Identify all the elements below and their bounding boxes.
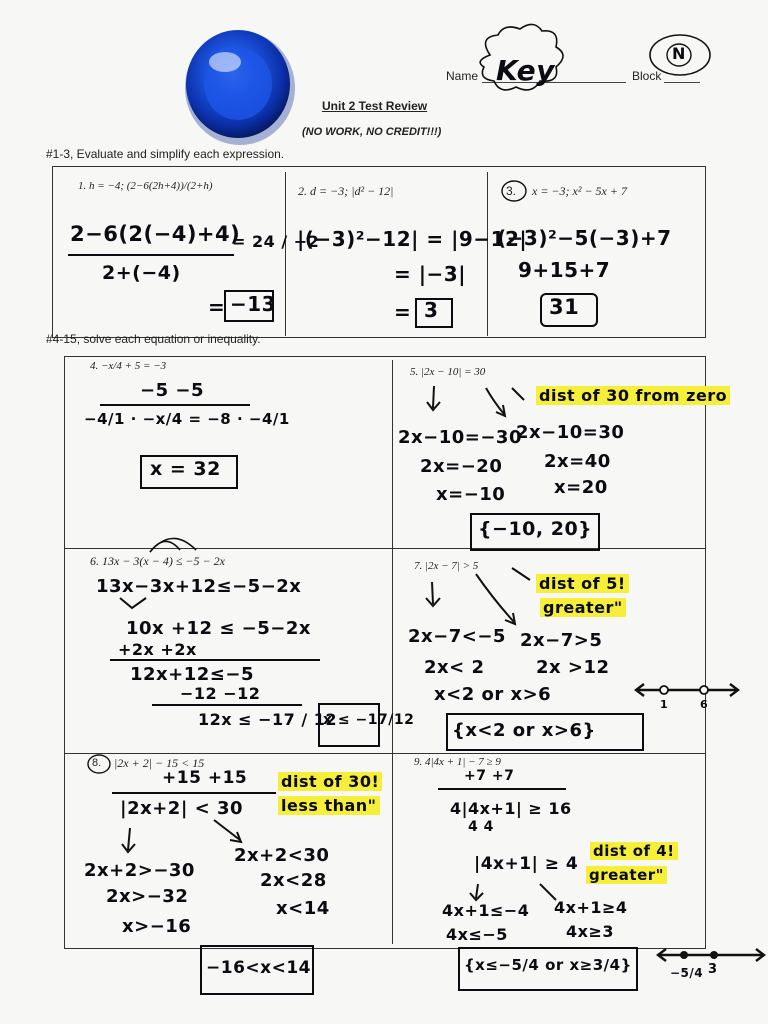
- name-label: Name: [446, 69, 479, 83]
- p4-line1: −5 −5: [140, 380, 204, 401]
- p1-step: = 24 / −2: [232, 232, 320, 251]
- p6-line6: 12x ≤ −17 / 12: [198, 710, 338, 729]
- p8-line2: |2x+2| < 30: [120, 798, 244, 819]
- p7-left1: 2x−7<−5: [408, 626, 506, 647]
- p3-answer: 31: [549, 295, 580, 319]
- p3-number: 3.: [506, 184, 517, 198]
- p2-answer: 3: [424, 298, 439, 322]
- p6-line4: 12x+12≤−5: [130, 664, 254, 685]
- section2-instruction: #4-15, solve each equation or inequality.: [46, 332, 261, 346]
- p1-work-denominator: 2+(−4): [102, 262, 181, 284]
- p1-equals: =: [208, 295, 226, 319]
- p2-prompt: 2. d = −3; |d² − 12|: [298, 184, 394, 198]
- p8-right1: 2x+2<30: [234, 845, 330, 866]
- p7-nl-right: 6: [700, 698, 709, 711]
- p7-prompt: 7. |2x − 7| > 5: [414, 560, 479, 572]
- p7-nl-left: 1: [660, 698, 669, 711]
- p9-right2: 4x≥3: [566, 922, 614, 941]
- p9-line3: 4 4: [468, 819, 494, 835]
- p6-line3: +2x +2x: [118, 640, 197, 659]
- p5-prompt: 5. |2x − 10| = 30: [410, 366, 486, 378]
- p3-line1: (−3)²−5(−3)+7: [497, 226, 672, 250]
- p6-answer: x ≤ −17/12: [323, 712, 415, 728]
- p7-left2: 2x< 2: [424, 657, 485, 678]
- page-title: Unit 2 Test Review: [322, 99, 428, 113]
- p5-right1: 2x−10=30: [516, 422, 625, 443]
- p8-prompt: |2x + 2| − 15 < 15: [114, 756, 205, 770]
- p9-note2: greater": [586, 866, 667, 884]
- p7-note2: greater": [540, 598, 626, 617]
- p9-nl-right: 3: [708, 962, 718, 977]
- p6-line2: 10x +12 ≤ −5−2x: [126, 618, 311, 639]
- p5-left3: x=−10: [436, 484, 506, 505]
- p9-right1: 4x+1≥4: [554, 898, 628, 917]
- p6-line5: −12 −12: [180, 684, 261, 703]
- p9-line4: |4x+1| ≥ 4: [474, 854, 579, 874]
- name-value: Key: [496, 54, 555, 87]
- p8-line1: +15 +15: [162, 768, 248, 788]
- p8-note2: less than": [278, 796, 380, 815]
- p6-prompt: 6. 13x − 3(x − 4) ≤ −5 − 2x: [90, 554, 225, 568]
- p7-answer: {x<2 or x>6}: [452, 720, 596, 741]
- p5-left1: 2x−10=−30: [398, 427, 522, 448]
- p5-left2: 2x=−20: [420, 456, 503, 477]
- p9-prompt: 9. 4|4x + 1| − 7 ≥ 9: [414, 756, 501, 768]
- p1-prompt: 1. h = −4; (2−6(2h+4))/(2+h): [78, 180, 213, 192]
- page-subtitle: (NO WORK, NO CREDIT!!!): [302, 126, 442, 138]
- p8-left2: 2x>−32: [106, 886, 189, 907]
- p5-right2: 2x=40: [544, 451, 611, 472]
- p2-line2: = |−3|: [394, 262, 467, 286]
- p8-left1: 2x+2>−30: [84, 860, 195, 881]
- p9-line1: +7 +7: [464, 768, 515, 784]
- p5-answer: {−10, 20}: [478, 518, 593, 540]
- p8-note1: dist of 30!: [278, 772, 382, 791]
- block-label: Block: [632, 69, 662, 83]
- p8-answer: −16<x<14: [206, 958, 312, 978]
- p8-number: 8.: [92, 757, 102, 769]
- p7-note1: dist of 5!: [536, 574, 629, 593]
- p4-prompt: 4. −x/4 + 5 = −3: [90, 360, 167, 372]
- p7-line3: x<2 or x>6: [434, 684, 552, 705]
- p9-note1: dist of 4!: [590, 842, 678, 860]
- p5-right3: x=20: [554, 477, 608, 498]
- p9-answer: {x≤−5/4 or x≥3/4}: [464, 956, 632, 974]
- p5-note: dist of 30 from zero: [536, 386, 730, 405]
- p2-equals: =: [394, 300, 412, 324]
- p1-answer: −13: [230, 292, 277, 316]
- p9-left1: 4x+1≤−4: [442, 901, 530, 920]
- p7-right1: 2x−7>5: [520, 630, 603, 651]
- p3-line2: 9+15+7: [518, 258, 611, 282]
- p1-work-numerator: 2−6(2(−4)+4): [70, 222, 241, 246]
- p8-right3: x<14: [276, 898, 330, 919]
- p3-prompt: x = −3; x² − 5x + 7: [532, 184, 627, 198]
- section1-instruction: #1-3, Evaluate and simplify each expression.: [46, 147, 285, 161]
- p8-right2: 2x<28: [260, 870, 327, 891]
- p6-line1: 13x−3x+12≤−5−2x: [96, 576, 302, 597]
- p7-right2: 2x >12: [536, 657, 610, 678]
- block-value: N: [672, 44, 686, 63]
- p4-line2: −4/1 · −x/4 = −8 · −4/1: [84, 410, 290, 428]
- p8-left3: x>−16: [122, 916, 192, 937]
- p9-nl-left: −5/4: [670, 966, 704, 980]
- p4-answer: x = 32: [150, 458, 221, 480]
- p2-line1: |(−3)²−12| = |9−12|: [297, 227, 528, 251]
- p9-line2: 4|4x+1| ≥ 16: [450, 799, 572, 818]
- p9-left2: 4x≤−5: [446, 925, 508, 944]
